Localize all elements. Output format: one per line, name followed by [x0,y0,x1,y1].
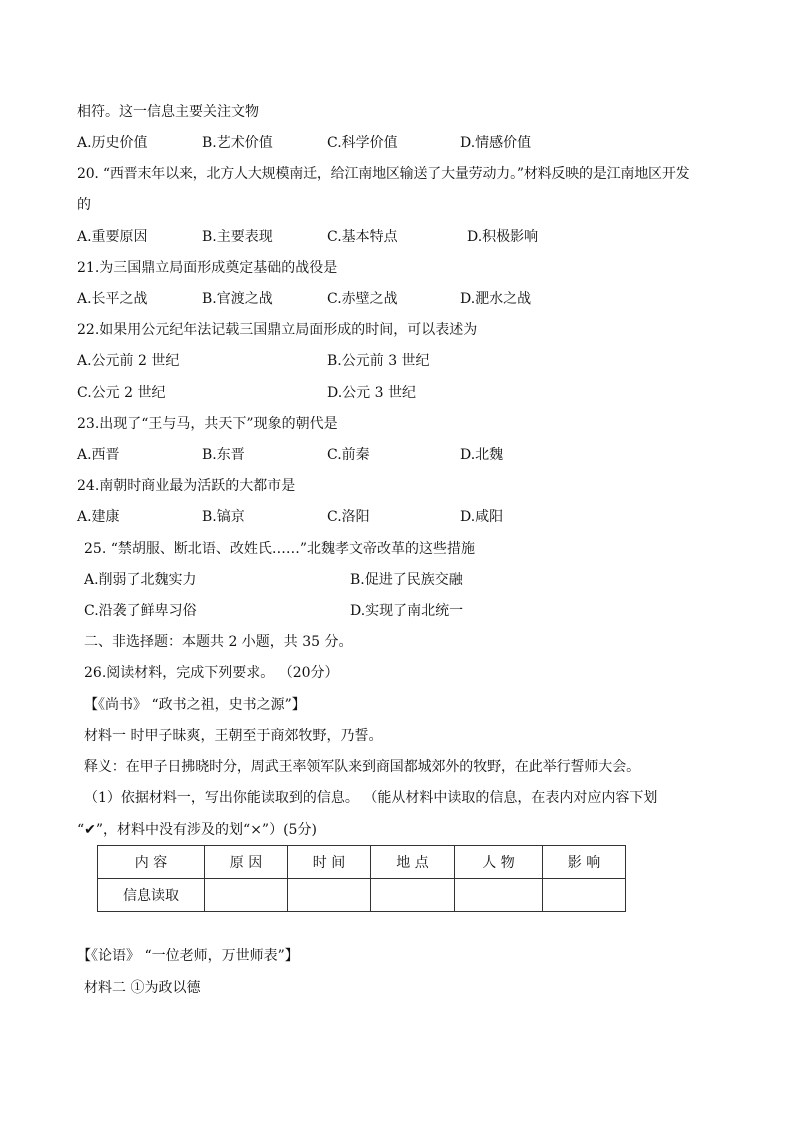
table-row [98,879,626,912]
q26-stem: 26.阅读材料，完成下列要求。 （20分） [84,665,339,681]
q20-option-d[interactable]: D.积极影响 [467,229,539,245]
q19-option-b[interactable]: B.艺术价值 [202,135,273,151]
cell-person[interactable] [455,879,543,912]
row-label: 信息读取 [98,879,205,912]
q23-option-d[interactable]: D.北魏 [460,447,504,463]
material1: 材料一 时甲子昧爽，王朝至于商郊牧野，乃誓。 [84,728,383,744]
q21-stem: 21.为三国鼎立局面形成奠定基础的战役是 [77,260,338,276]
q23-options [77,445,717,465]
q24-option-c[interactable]: C.洛阳 [327,509,370,525]
header-cause: 原 因 [205,846,288,879]
q25-options-row1 [84,570,724,590]
section2-heading: 二、非选择题：本题共 2 小题，共 35 分。 [84,634,353,650]
q23-option-a[interactable]: A.西晋 [77,447,120,463]
cell-place[interactable] [371,879,455,912]
q24-options [77,507,717,527]
q21-options [77,289,717,309]
top-fragment: 相符。这一信息主要关注文物 [77,104,259,120]
material2: 材料二 ①为政以德 [84,980,201,996]
q25-stem: 25. “禁胡服、断北语、改姓氏……”北魏孝文帝改革的这些措施 [84,541,476,557]
q22-option-b[interactable]: B.公元前 3 世纪 [327,353,430,369]
cell-time[interactable] [288,879,371,912]
q20-stem-line2: 的 [77,197,91,213]
header-content: 内 容 [98,846,205,879]
q20-option-a[interactable]: A.重要原因 [77,229,148,245]
q20-options [77,227,717,247]
q24-option-d[interactable]: D.咸阳 [460,509,504,525]
info-table [97,845,626,912]
q20-option-b[interactable]: B.主要表现 [202,229,273,245]
q25-option-d[interactable]: D.实现了南北统一 [350,603,464,619]
q23-option-b[interactable]: B.东晋 [202,447,245,463]
table-header-row [98,846,626,879]
q21-option-a[interactable]: A.长平之战 [77,291,148,307]
q22-option-d[interactable]: D.公元 3 世纪 [327,385,416,401]
q23-option-c[interactable]: C.前秦 [327,447,370,463]
q24-option-b[interactable]: B.镐京 [202,509,245,525]
q19-options [77,133,717,153]
header-impact: 影 响 [543,846,626,879]
cell-cause[interactable] [205,879,288,912]
q24-option-a[interactable]: A.建康 [77,509,120,525]
book1-title: 【《尚书》 “政书之祖，史书之源”】 [84,697,306,713]
header-person: 人 物 [455,846,543,879]
book2-title: 【《论语》 “一位老师，万世师表”】 [77,948,299,964]
q21-option-c[interactable]: C.赤壁之战 [327,291,398,307]
q25-option-b[interactable]: B.促进了民族交融 [350,572,463,588]
q23-stem: 23.出现了“王与马，共天下”现象的朝代是 [77,416,338,432]
header-place: 地 点 [371,846,455,879]
q20-stem-line1: 20. “西晋末年以来，北方人大规模南迁，给江南地区输送了大量劳动力。”材料反映的是江南地区开发 [77,166,690,182]
sub-question-1-line1: （1）依据材料一，写出你能读取到的信息。 （能从材料中读取的信息，在表内对应内容下划 [84,790,658,806]
q22-options-row1 [77,351,717,371]
header-time: 时 间 [288,846,371,879]
q22-option-a[interactable]: A.公元前 2 世纪 [77,353,180,369]
q24-stem: 24.南朝时商业最为活跃的大都市是 [77,478,296,494]
q22-options-row2 [77,383,717,403]
q25-option-a[interactable]: A.削弱了北魏实力 [84,572,197,588]
q25-options-row2 [84,601,724,621]
q20-option-c[interactable]: C.基本特点 [327,229,398,245]
q19-option-d[interactable]: D.情感价值 [460,135,532,151]
q22-stem: 22.如果用公元纪年法记载三国鼎立局面形成的时间，可以表述为 [77,322,478,338]
cell-impact[interactable] [543,879,626,912]
q22-option-c[interactable]: C.公元 2 世纪 [77,385,166,401]
q19-option-a[interactable]: A.历史价值 [77,135,148,151]
q21-option-b[interactable]: B.官渡之战 [202,291,273,307]
explanation: 释义：在甲子日拂晓时分，周武王率领军队来到商国都城郊外的牧野，在此举行誓师大会。 [84,759,640,775]
q19-option-c[interactable]: C.科学价值 [327,135,398,151]
q25-option-c[interactable]: C.沿袭了鲜卑习俗 [84,603,197,619]
sub-question-1-line2: “✔”，材料中没有涉及的划“×”）(5分) [77,822,317,838]
q21-option-d[interactable]: D.淝水之战 [460,291,532,307]
